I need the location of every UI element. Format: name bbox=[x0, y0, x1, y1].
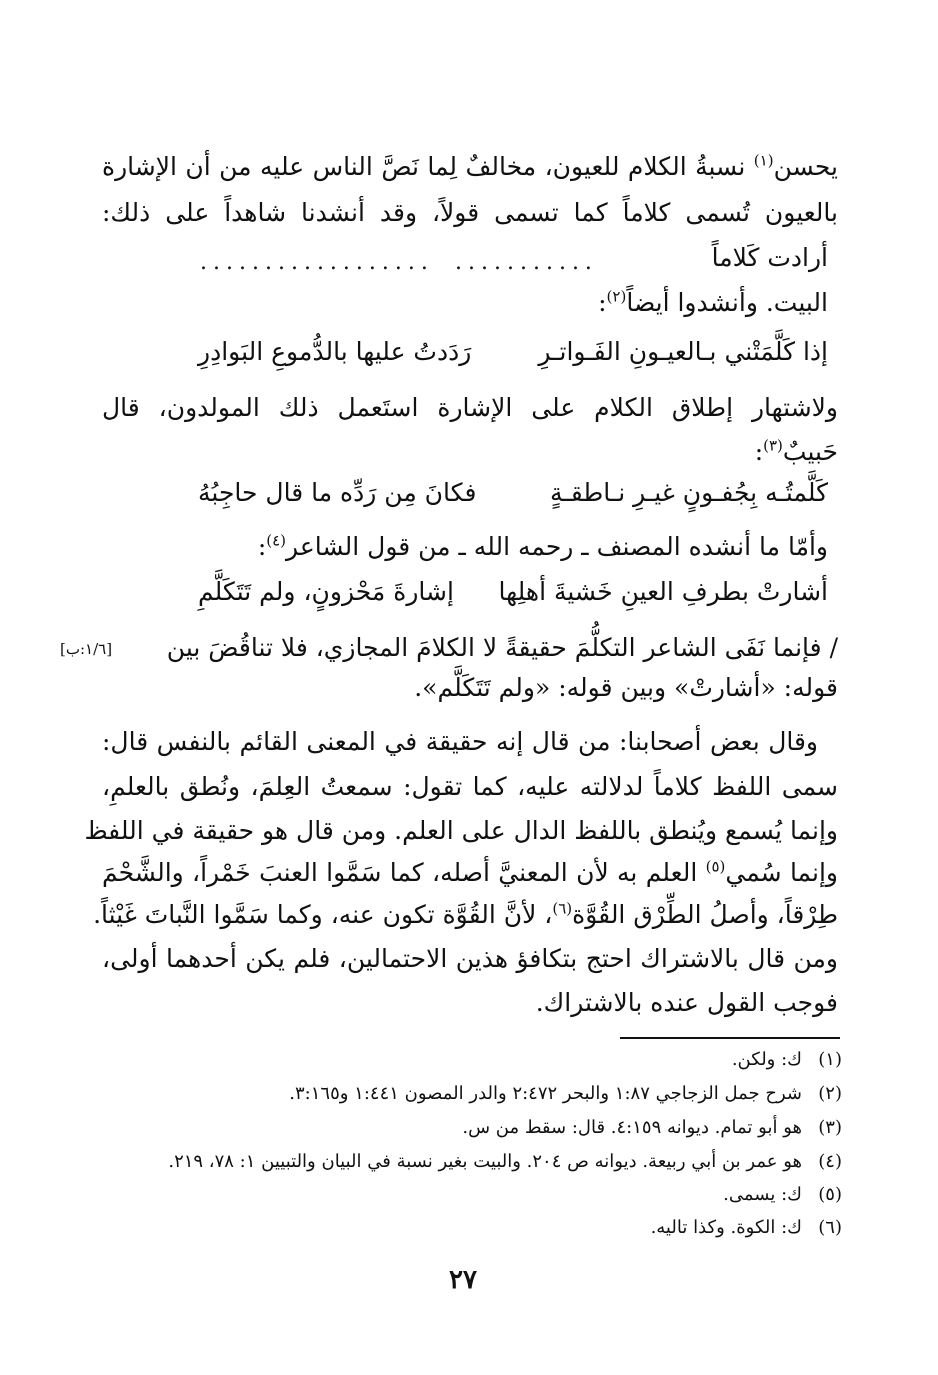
verse-3-first-hemistich: أشارتْ بطرفِ العينِ خَشيةَ أهلِها bbox=[498, 577, 828, 606]
footnote-text: ك: يسمى. bbox=[723, 1184, 802, 1205]
footnote-text: هو أبو تمام. ديوانه ٤:١٥٩. قال: سقط من س. bbox=[462, 1117, 802, 1138]
body-line-1: يحسن$^{(١)}$ نسبةُ الكلام للعيون، مخالفٌ لِما نَصَّ الناس عليه من أن الإشارة bbox=[102, 151, 838, 181]
footnote-number: (٥) bbox=[818, 1184, 842, 1205]
footnote-ref-3[interactable]: (٣) bbox=[763, 436, 783, 455]
footnote-text: ك: الكوة. وكذا تاليه. bbox=[650, 1217, 802, 1238]
footnote-text: شرح جمل الزجاجي ١:٨٧ والبحر ٢:٤٧٢ والدر المصون ١:٤٤١ و٣:١٦٥. bbox=[289, 1083, 802, 1104]
body-line-4: البيت. وأنشدوا أيضاً$^{(٢)}$: bbox=[598, 287, 828, 317]
body-line-2: بالعيون تُسمى كلاماً كما تسمى قولاً، وقد أنشدنا شاهداً على ذلك: bbox=[102, 198, 838, 227]
verse-2-second-hemistich: فكانَ مِن رَدِّه ما قال حاجِبُهُ bbox=[198, 478, 477, 507]
footnote-number: (٣) bbox=[818, 1117, 842, 1138]
body-line-17: طِرْقاً، وأصلُ الطِّرْق القُوَّة$^{(٦)}$، لأنَّ القُوَّة تكون عنه، وكما سَمَّوا النَّباتَ غَيْثاً. bbox=[93, 899, 838, 929]
body-line-19: فوجب القول عنده بالاشتراك. bbox=[535, 988, 838, 1017]
footnote-6 bbox=[142, 1215, 842, 1241]
ellipsis-dots-b: .................. bbox=[200, 250, 434, 275]
verse-3-second-hemistich: إشارةَ مَحْزونٍ، ولم تَتَكَلَّمِ bbox=[198, 577, 454, 606]
body-line-13: وقال بعض أصحابنا: من قال إنه حقيقة في المعنى القائم بالنفس قال: bbox=[102, 727, 818, 756]
page-number: ٢٧ bbox=[449, 1265, 477, 1295]
body-line-7: حَبيبٌ$^{(٣)}$: bbox=[754, 436, 838, 466]
verse-1-second-hemistich: رَدَدتُ عليها بالدُّموعِ البَوادِرِ bbox=[198, 337, 472, 366]
quote-fragment: أرادت كَلاماً bbox=[711, 243, 828, 272]
footnote-number: (٦) bbox=[818, 1217, 842, 1238]
body-line-11: / فإنما نَفَى الشاعر التكلُّمَ حقيقةً لا الكلامَ المجازي، فلا تناقُضَ بين bbox=[166, 633, 838, 662]
verse-2-first-hemistich: كَلَّمتُـه بِجُفـونٍ غيـرِ نـاطقـةٍ bbox=[550, 478, 828, 507]
footnote-4 bbox=[142, 1149, 842, 1175]
body-line-15: وإنما يُسمع ويُنطق باللفظ الدال على العلم. ومن قال هو حقيقة في اللفظ bbox=[84, 816, 838, 845]
body-line-9: وأمّا ما أنشده المصنف ـ رحمه الله ـ من قول الشاعر$^{(٤)}$: bbox=[257, 531, 828, 561]
footnote-2 bbox=[142, 1081, 842, 1107]
body-line-18: ومن قال بالاشتراك احتج بتكافؤ هذين الاحتمالين، فلم يكن أحدهما أولى، bbox=[102, 944, 838, 973]
footnote-ref-4[interactable]: (٤) bbox=[266, 531, 287, 550]
verse-1-first-hemistich: إذا كَلَّمَتْني بـالعيـونِ الفَـواتـرِ bbox=[538, 337, 828, 366]
body-line-12: قوله: «أشارتْ» وبين قوله: «ولم تَتَكَلَّم». bbox=[414, 673, 838, 702]
footnote-1 bbox=[142, 1047, 842, 1073]
footnote-ref-1[interactable]: (١) bbox=[753, 151, 774, 170]
footnote-text: هو عمر بن أبي ربيعة. ديوانه ص ٢٠٤. والبيت بغير نسبة في البيان والتبيين ١: ٧٨، ٢١٩. bbox=[168, 1151, 802, 1172]
footnote-ref-2[interactable]: (٢) bbox=[606, 287, 627, 306]
body-line-16: وإنما سُمي$^{(٥)}$ العلم به لأن المعنيَّ أصله، كما سَمَّوا العنبَ خَمْراً، والشَّحْمَ bbox=[102, 857, 838, 887]
body-line-14: سمى اللفظ كلاماً لدلالته عليه، كما تقول: سمعتُ العِلمَ، ونُطق بالعلمِ، bbox=[102, 772, 838, 801]
ellipsis-dots-a: ........... bbox=[455, 250, 598, 275]
footnote-text: ك: ولكن. bbox=[731, 1049, 802, 1070]
footnote-number: (٤) bbox=[818, 1151, 842, 1172]
footnote-3 bbox=[142, 1115, 842, 1141]
footnote-5 bbox=[142, 1182, 842, 1208]
manuscript-folio-reference: [١/٦:ب] bbox=[60, 640, 113, 658]
footnote-ref-5[interactable]: (٥) bbox=[705, 857, 726, 876]
footnote-divider bbox=[620, 1037, 840, 1039]
footnote-number: (٢) bbox=[818, 1083, 842, 1104]
footnote-number: (١) bbox=[818, 1049, 842, 1070]
footnote-ref-6[interactable]: (٦) bbox=[552, 899, 573, 918]
body-line-6: ولاشتهار إطلاق الكلام على الإشارة استَعمل ذلك المولدون، قال bbox=[102, 393, 838, 422]
